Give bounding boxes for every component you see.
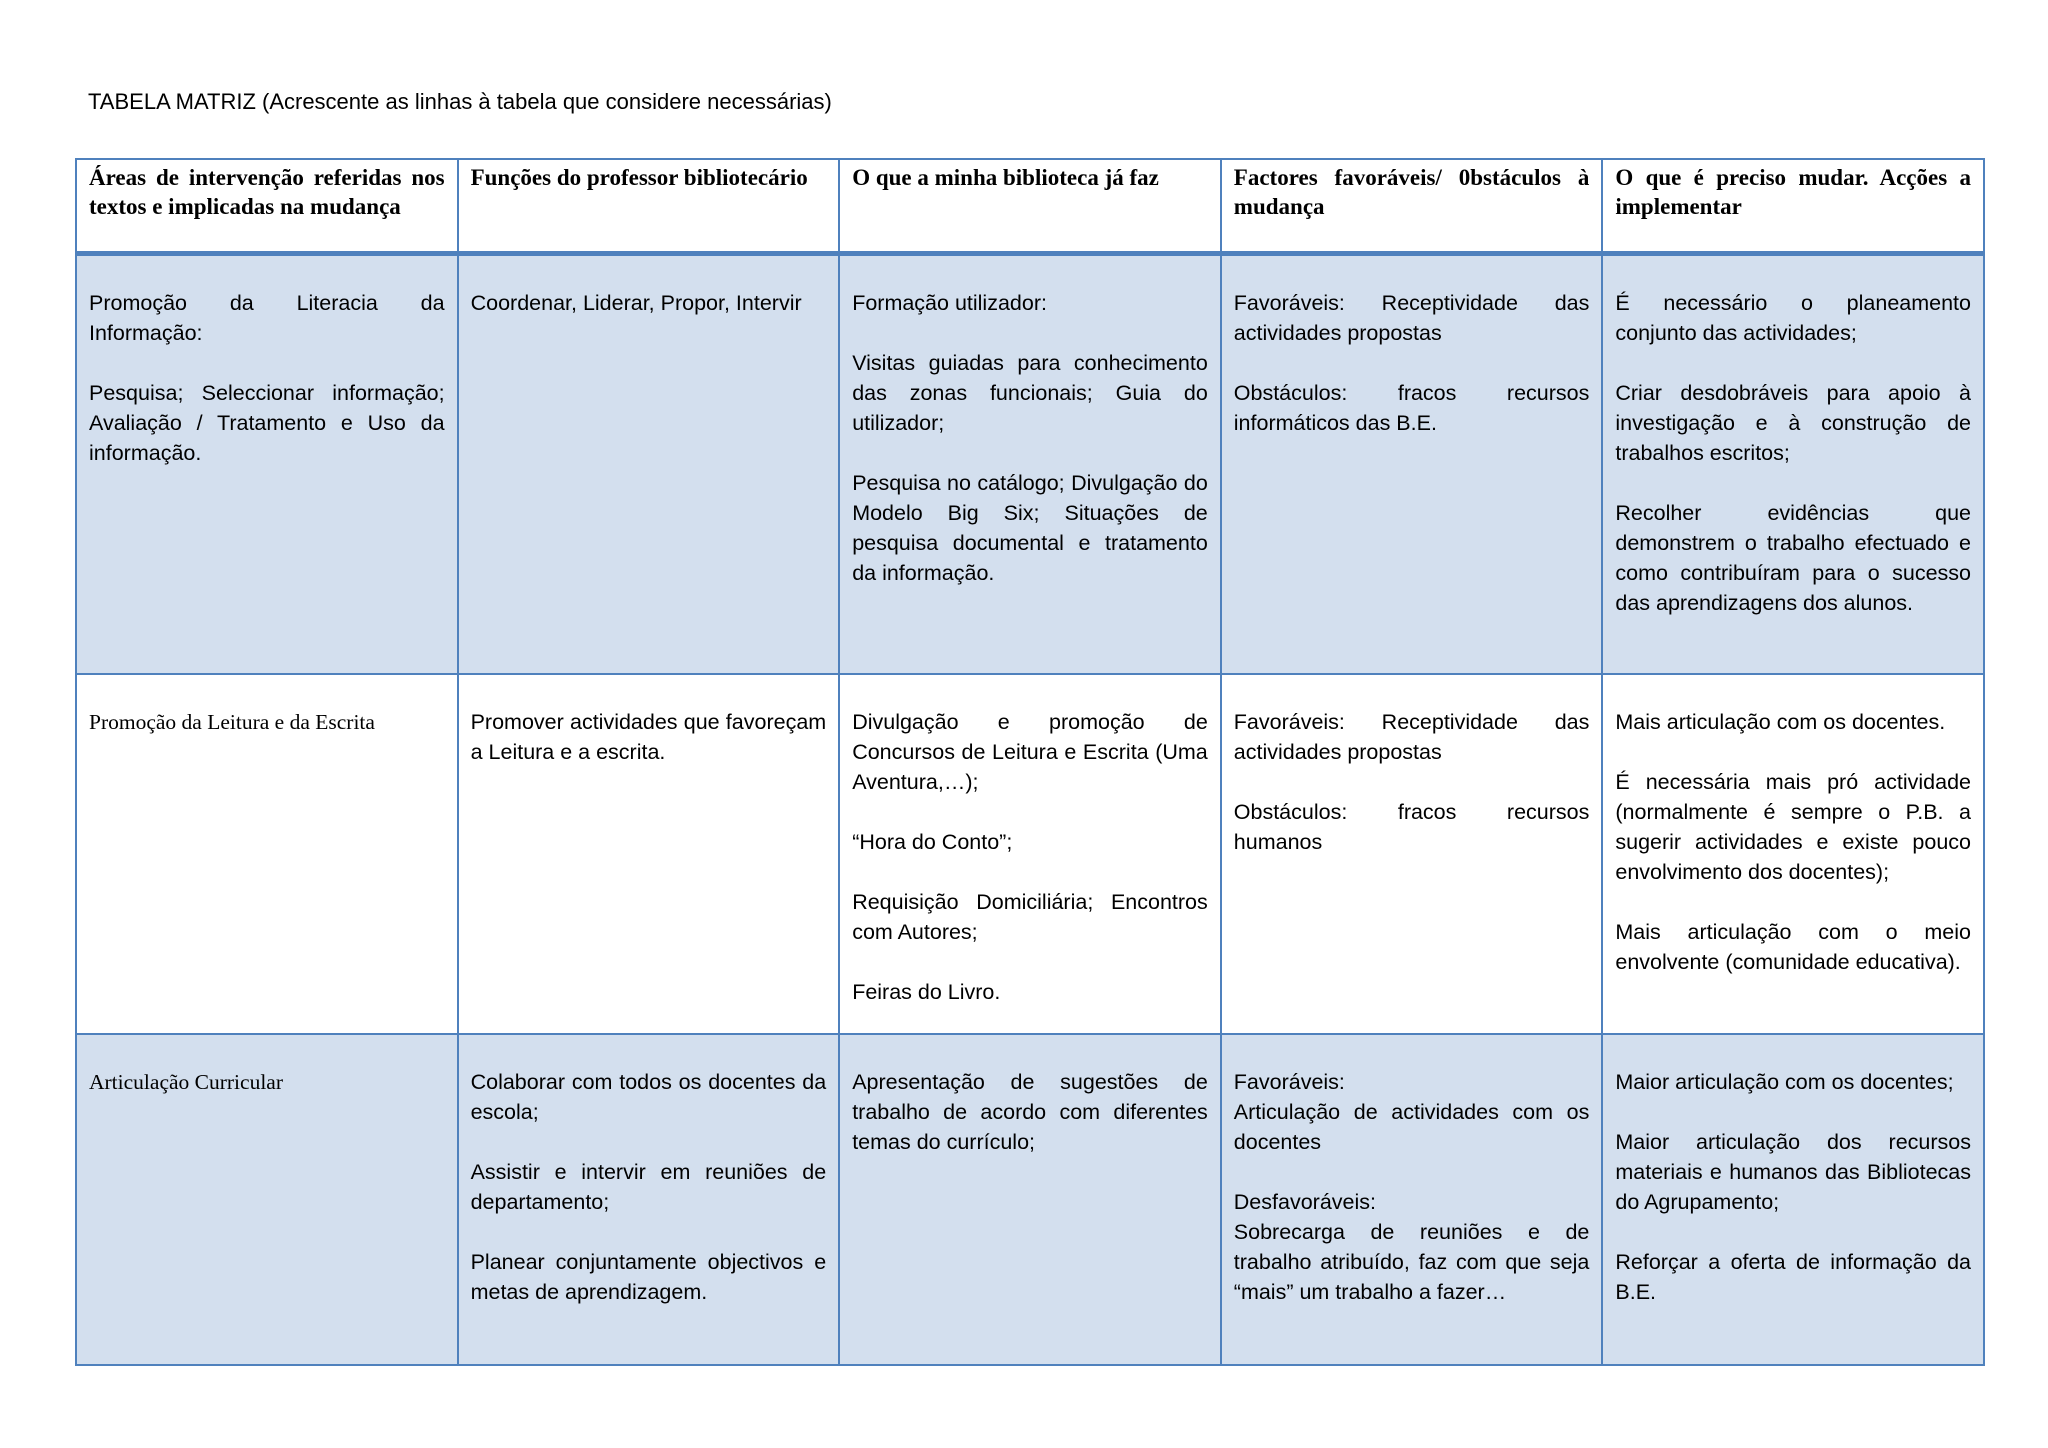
cell-paragraph: Promoção da Literacia da Informação: — [89, 291, 445, 345]
cell-paragraph: Requisição Domiciliária; Encontros com Autores; — [852, 889, 1208, 944]
cell-paragraph: Mais articulação com o meio envolvente (comunidade educativa). — [1615, 919, 1971, 974]
factor-label-desfavoraveis: Desfavoráveis: — [1233, 1189, 1376, 1214]
cell-funcoes — [458, 1034, 840, 1365]
cell-ja-faz — [839, 674, 1221, 1034]
cell-area — [76, 674, 458, 1034]
table-row — [76, 1034, 1984, 1365]
cell-paragraph: Pesquisa no catálogo; Divulgação do Modelo Big Six; Situações de pesquisa documental e tratamento da informação. — [852, 471, 1208, 585]
table-caption: TABELA MATRIZ (Acrescente as linhas à tabela que considere necessárias) — [88, 89, 832, 114]
cell-paragraph: Criar desdobráveis para apoio à investigação e à construção de trabalhos escritos; — [1615, 381, 1971, 465]
cell-paragraph: Coordenar, Liderar, Propor, Intervir — [470, 291, 802, 315]
factor-label-favoraveis: Favoráveis: — [1233, 1069, 1345, 1094]
cell-paragraph: Articulação Curricular — [89, 1069, 284, 1094]
cell-paragraph — [1234, 1187, 1590, 1307]
cell-mudar — [1602, 674, 1984, 1034]
cell-paragraph: Feiras do Livro. — [852, 979, 1001, 1004]
header-ja-faz: O que a minha biblioteca já faz — [839, 159, 1221, 254]
cell-area — [76, 1034, 458, 1365]
cell-paragraph: Visitas guiadas para conhecimento das zonas funcionais; Guia do utilizador; — [852, 351, 1208, 435]
header-factores: Factores favoráveis/ 0bstáculos à mudança — [1221, 159, 1603, 254]
cell-paragraph: Reforçar a oferta de informação da B.E. — [1615, 1249, 1971, 1304]
cell-paragraph: Obstáculos: fracos recursos humanos — [1233, 799, 1590, 854]
header-funcoes: Funções do professor bibliotecário — [458, 159, 840, 254]
cell-paragraph: Assistir e intervir em reuniões de departamento; — [470, 1159, 827, 1214]
cell-paragraph: Formação utilizador: — [852, 291, 1047, 315]
cell-paragraph: Planear conjuntamente objectivos e metas de aprendizagem. — [470, 1249, 827, 1304]
cell-paragraph — [1234, 1067, 1590, 1157]
cell-paragraph: É necessário o planeamento conjunto das actividades; — [1615, 291, 1971, 345]
cell-paragraph: Divulgação e promoção de Concursos de Leitura e Escrita (Uma Aventura,…); — [852, 709, 1208, 794]
cell-ja-faz — [839, 1034, 1221, 1365]
cell-paragraph: Favoráveis: Receptividade das actividades propostas — [1233, 709, 1590, 764]
cell-paragraph: Colaborar com todos os docentes da escola; — [470, 1069, 827, 1124]
cell-paragraph: Favoráveis: Receptividade das actividades propostas — [1233, 291, 1590, 345]
header-areas: Áreas de intervenção referidas nos textos e implicadas na mudança — [76, 159, 458, 254]
cell-mudar — [1602, 254, 1984, 674]
table-row — [76, 254, 1984, 674]
cell-paragraph: Maior articulação dos recursos materiais e humanos das Bibliotecas do Agrupamento; — [1615, 1129, 1971, 1214]
cell-funcoes — [458, 254, 840, 674]
cell-area — [76, 254, 458, 674]
cell-paragraph: Promoção da Leitura e da Escrita — [89, 709, 375, 734]
cell-factores — [1221, 674, 1603, 1034]
header-row — [76, 159, 1984, 254]
factor-text-desfavoraveis: Sobrecarga de reuniões e de trabalho atribuído, faz com que seja “mais” um trabalho a fazer… — [1233, 1219, 1590, 1304]
cell-paragraph: “Hora do Conto”; — [852, 829, 1013, 854]
table-row — [76, 674, 1984, 1034]
cell-paragraph: É necessária mais pró actividade (normalmente é sempre o P.B. a sugerir actividades e existe pouco envolvimento dos docentes); — [1615, 769, 1971, 884]
cell-paragraph: Apresentação de sugestões de trabalho de acordo com diferentes temas do currículo; — [852, 1069, 1208, 1154]
cell-paragraph: Recolher evidências que demonstrem o trabalho efectuado e como contribuíram para o sucesso das aprendizagens dos alunos. — [1615, 501, 1971, 615]
cell-paragraph: Maior articulação com os docentes; — [1615, 1069, 1954, 1094]
cell-paragraph: Mais articulação com os docentes. — [1615, 709, 1946, 734]
cell-factores — [1221, 254, 1603, 674]
cell-ja-faz — [839, 254, 1221, 674]
cell-paragraph: Obstáculos: fracos recursos informáticos das B.E. — [1233, 381, 1590, 435]
matrix-table — [75, 158, 1985, 1366]
header-mudar: O que é preciso mudar. Acções a implementar — [1602, 159, 1984, 254]
cell-paragraph: Pesquisa; Seleccionar informação; Avaliação / Tratamento e Uso da informação. — [89, 381, 445, 465]
cell-funcoes — [458, 674, 840, 1034]
cell-paragraph: Promover actividades que favoreçam a Leitura e a escrita. — [470, 709, 827, 764]
cell-factores — [1221, 1034, 1603, 1365]
cell-mudar — [1602, 1034, 1984, 1365]
factor-text-favoraveis: Articulação de actividades com os docentes — [1233, 1099, 1590, 1154]
